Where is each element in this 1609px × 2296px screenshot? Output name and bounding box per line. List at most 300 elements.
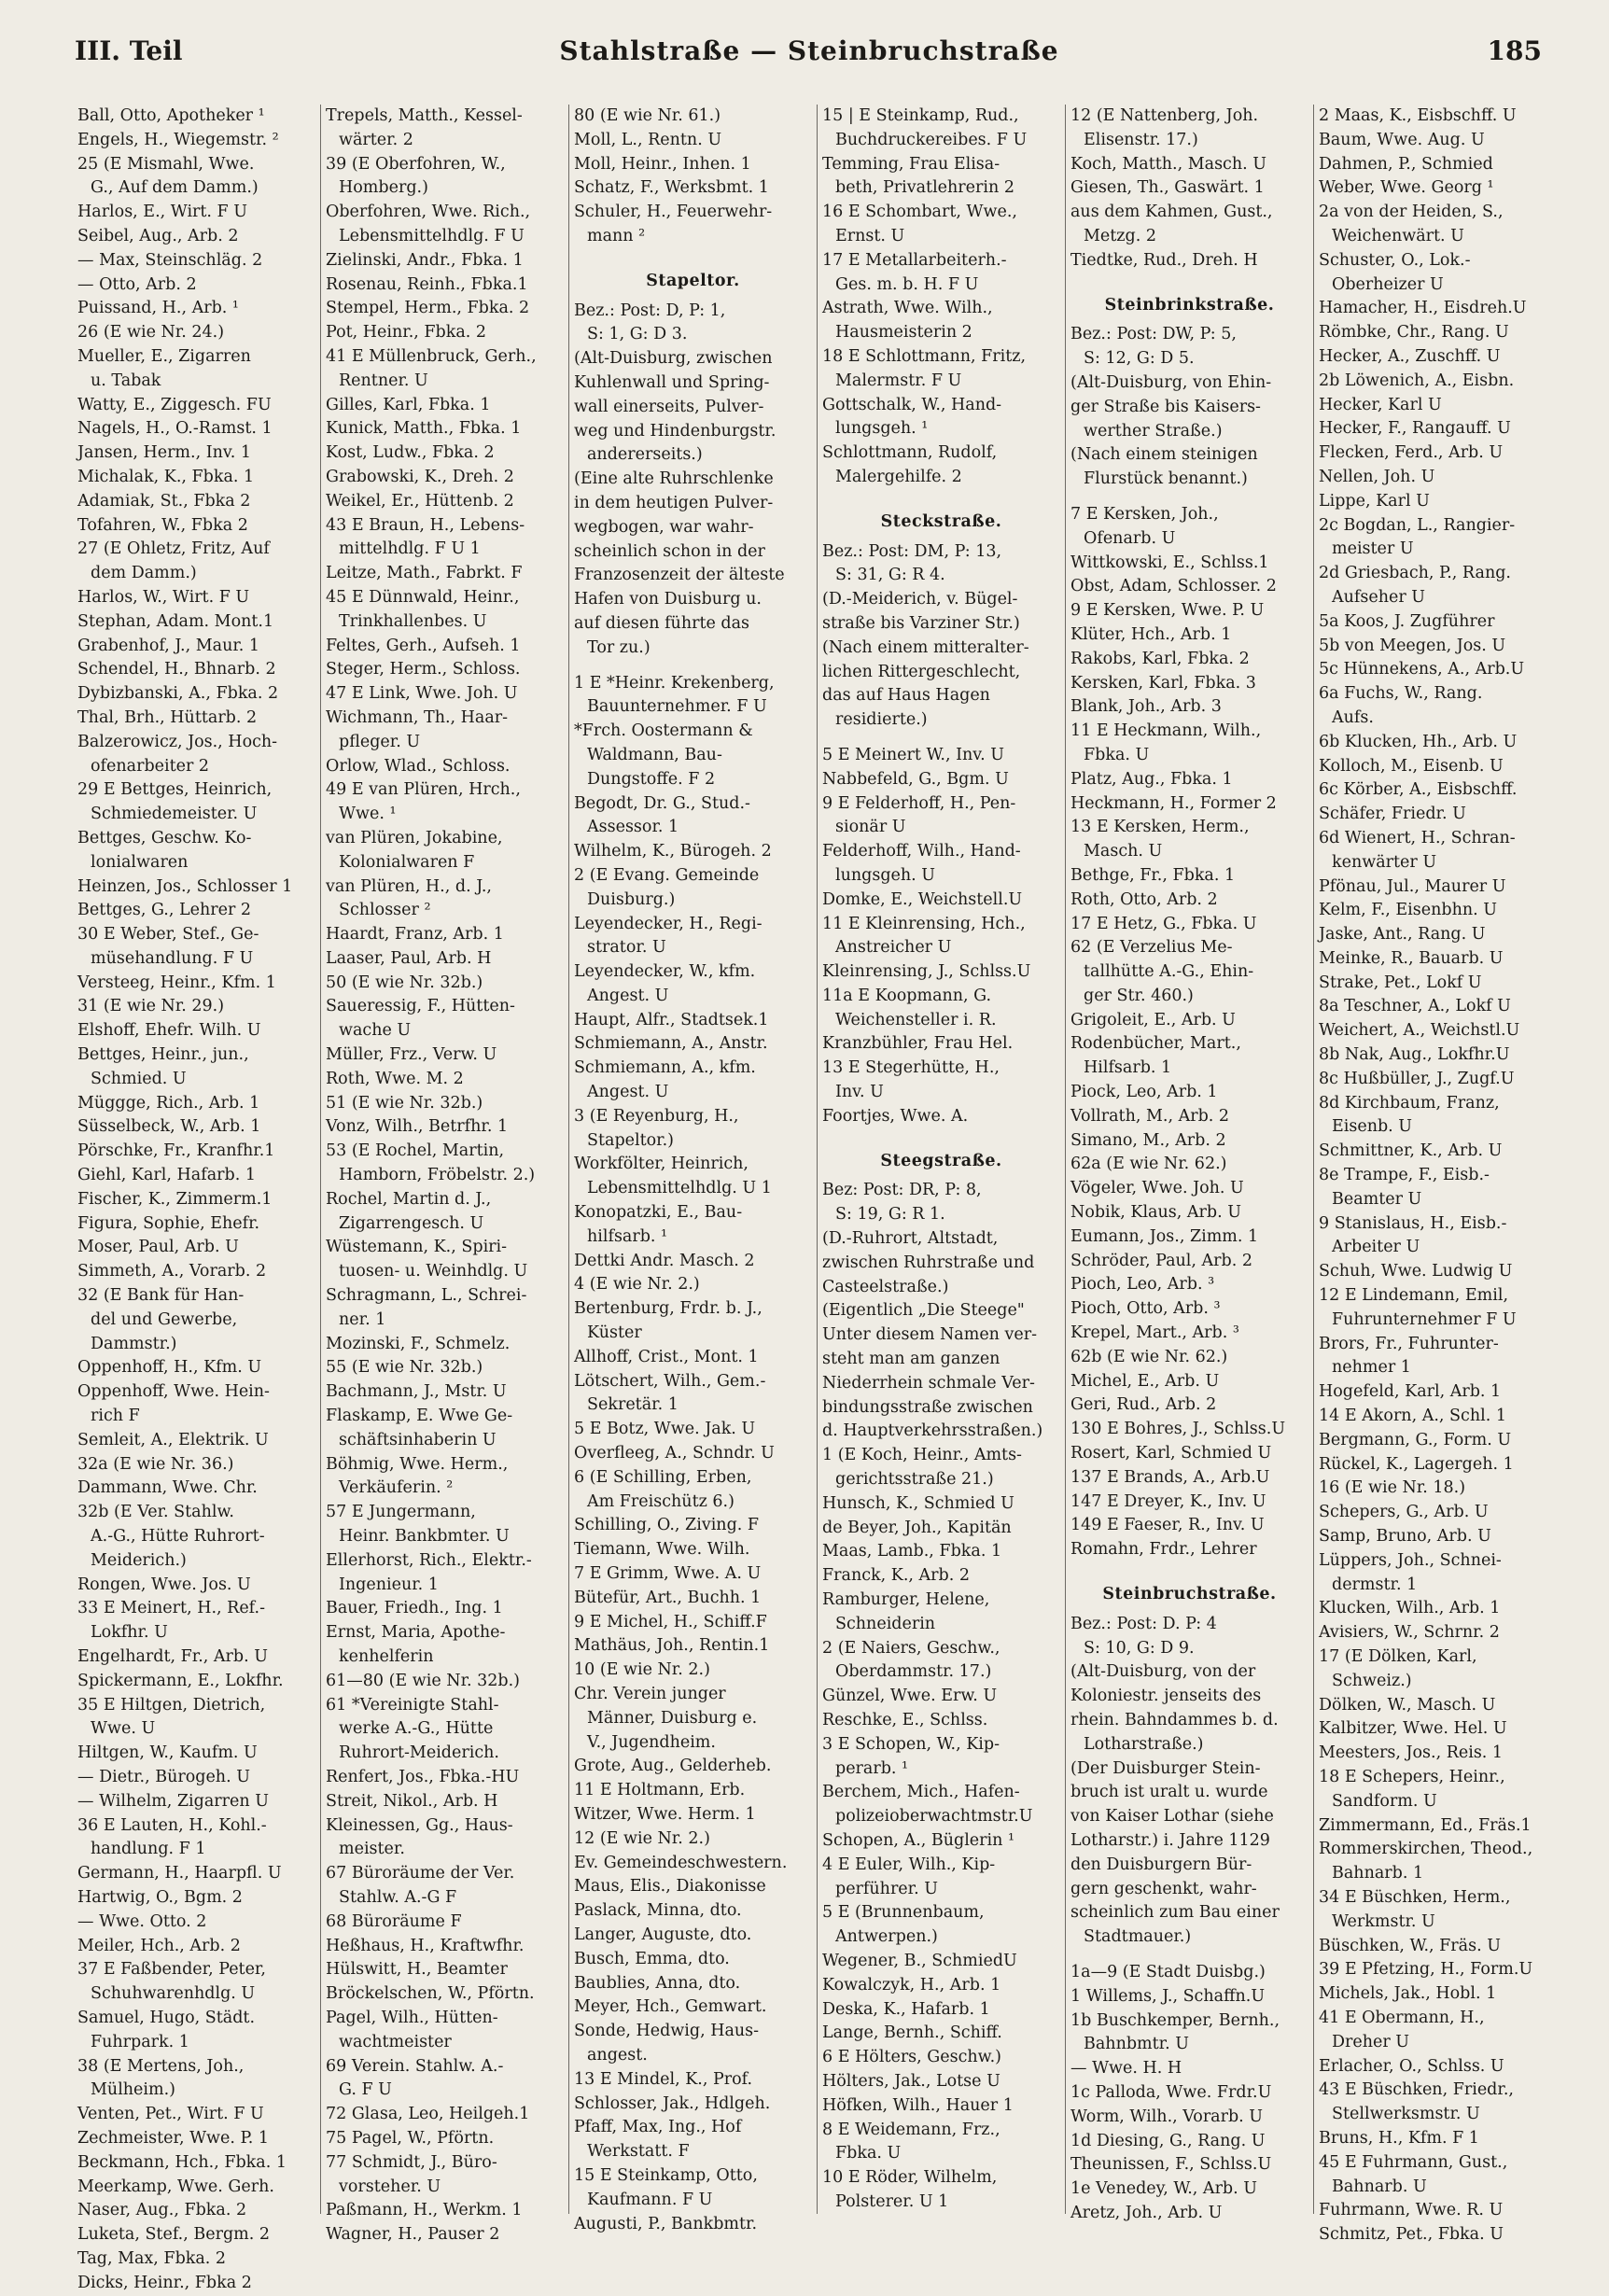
directory-line: Konopatzki, E., Bau-: [574, 1203, 743, 1223]
directory-line: Schatz, F., Werksbmt. 1: [574, 178, 769, 198]
directory-line: 43 E Büschken, Friedr.,: [1319, 2080, 1514, 2100]
directory-line: Vögeler, Wwe. Joh. U: [1070, 1179, 1244, 1198]
directory-line: van Plüren, H., d. J.,: [326, 876, 492, 896]
directory-line: Begodt, Dr. G., Stud.-: [574, 793, 750, 813]
directory-line: Harlos, E., Wirt. F U: [77, 203, 248, 222]
directory-line: Hamborn, Fröbelstr. 2.): [339, 1166, 536, 1185]
directory-line: Bertenburg, Frdr. b. J.,: [574, 1299, 763, 1319]
directory-line: Kunick, Matth., Fbka. 1: [326, 419, 522, 439]
directory-line: 8d Kirchbaum, Franz,: [1319, 1093, 1500, 1113]
directory-line: — Otto, Arb. 2: [77, 274, 197, 294]
directory-line: meister.: [339, 1840, 405, 1859]
directory-line: perarb. ¹: [835, 1758, 909, 1778]
directory-line: 147 E Dreyer, K., Inv. U: [1070, 1491, 1266, 1511]
directory-line: Moll, L., Rentn. U: [574, 130, 722, 149]
directory-line: Kolonialwaren F: [339, 852, 475, 872]
directory-line: 75 Pagel, W., Pförtn.: [326, 2128, 495, 2148]
directory-line: Leyendecker, H., Regi-: [574, 914, 763, 933]
directory-line: Maus, Elis., Diakonisse: [574, 1877, 766, 1897]
directory-line: Oberheizer U: [1332, 274, 1444, 294]
directory-line: Kaufmann. F U: [587, 2190, 713, 2209]
directory-line: 15 | E Steinkamp, Rud.,: [822, 106, 1019, 125]
directory-line: polizeioberwachtmstr.U: [835, 1807, 1033, 1827]
directory-line: Hecker, F., Rangauff. U: [1319, 419, 1511, 439]
directory-line: Avisiers, W., Schrnr. 2: [1319, 1623, 1500, 1643]
directory-line: 2a von der Heiden, S.,: [1319, 203, 1504, 222]
directory-line: Stempel, Herm., Fbka. 2: [326, 299, 530, 318]
directory-line: Kleinessen, Gg., Haus-: [326, 1815, 513, 1835]
column-3: [569, 105, 818, 2233]
directory-line: 32a (E wie Nr. 36.): [77, 1454, 234, 1474]
directory-line: 11 E Heckmann, Wilh.,: [1070, 721, 1262, 741]
directory-line: den Duisburgern Bür-: [1070, 1855, 1252, 1874]
directory-line: Hölters, Jak., Lotse U: [822, 2071, 1000, 2091]
directory-line: Giesen, Th., Gaswärt. 1: [1070, 178, 1265, 198]
directory-line: Koch, Matth., Masch. U: [1070, 154, 1266, 174]
directory-line: Weichenwärt. U: [1332, 226, 1464, 245]
page-header: [67, 26, 1551, 84]
directory-line: Eisenb. U: [1332, 1117, 1413, 1137]
directory-line: 29 E Bettges, Heinrich,: [77, 780, 273, 800]
directory-line: lichen Rittergeschlecht,: [822, 662, 1021, 681]
directory-line: werther Straße.): [1084, 421, 1223, 441]
directory-line: Elisenstr. 17.): [1084, 130, 1198, 149]
directory-line: 2 Maas, K., Eisbschff. U: [1319, 106, 1517, 125]
directory-line: Beamter U: [1332, 1189, 1422, 1209]
directory-line: (Nach einem mitteralter-: [822, 637, 1029, 657]
directory-line: 26 (E wie Nr. 24.): [77, 323, 225, 343]
directory-line: Simano, M., Arb. 2: [1070, 1130, 1226, 1150]
directory-line: ner. 1: [339, 1309, 386, 1329]
directory-line: Männer, Duisburg e.: [587, 1708, 758, 1728]
directory-line: Harlos, W., Wirt. F U: [77, 587, 250, 607]
directory-line: Streit, Nikol., Arb. H: [326, 1791, 498, 1811]
directory-line: Werkstatt. F: [587, 2142, 690, 2162]
directory-line: 8c Hußbüller, J., Zugf.U: [1319, 1069, 1515, 1088]
directory-line: 45 E Dünnwald, Heinr.,: [326, 587, 520, 607]
directory-line: u. Tabak: [91, 371, 161, 390]
street-heading: Stapeltor.: [646, 271, 740, 290]
directory-line: sionär U: [835, 818, 906, 837]
directory-line: 130 E Bohres, J., Schlss.U: [1070, 1420, 1286, 1439]
directory-line: Anstreicher U: [835, 938, 952, 958]
directory-line: Stapeltor.): [587, 1130, 675, 1150]
directory-line: 80 (E wie Nr. 61.): [574, 106, 721, 125]
directory-line: scheinlich schon in der: [574, 541, 765, 561]
directory-line: hilfsarb. ¹: [587, 1226, 668, 1246]
directory-line: Paslack, Minna, dto.: [574, 1901, 742, 1921]
directory-line: Am Freischütz 6.): [587, 1491, 735, 1511]
directory-line: Bröckelschen, W., Pförtn.: [326, 1984, 535, 2004]
directory-line: Piock, Leo, Arb. 1: [1070, 1083, 1218, 1102]
running-title: Stahlstraße — Steinbruchstraße: [559, 35, 1059, 66]
directory-line: 43 E Braun, H., Lebens-: [326, 515, 525, 535]
directory-line: Overfleeg, A., Schndr. U: [574, 1444, 775, 1463]
directory-line: Dölken, W., Masch. U: [1319, 1695, 1496, 1715]
directory-line: steht man am ganzen: [822, 1350, 1000, 1369]
directory-line: Leitze, Math., Fabrkt. F: [326, 564, 523, 583]
directory-line: Müller, Frz., Verw. U: [326, 1045, 497, 1065]
directory-line: Bergmann, G., Form. U: [1319, 1430, 1512, 1449]
directory-line: S: 1, G: D 3.: [587, 325, 688, 344]
directory-line: Reschke, E., Schlss.: [822, 1711, 988, 1729]
directory-line: Süsselbeck, W., Arb. 1: [77, 1117, 261, 1137]
directory-line: wall einerseits, Pulver-: [574, 397, 764, 416]
directory-line: 12 (E Nattenberg, Joh.: [1070, 106, 1259, 125]
directory-line: Weber, Wwe. Georg ¹: [1319, 178, 1494, 198]
directory-line: Bahnarb. 1: [1332, 1864, 1424, 1883]
directory-line: Sekretär. 1: [587, 1395, 679, 1415]
directory-line: Schendel, H., Bhnarb. 2: [77, 660, 276, 679]
directory-line: Orlow, Wlad., Schloss.: [326, 756, 511, 776]
directory-line: Rückel, K., Lagergeh. 1: [1319, 1454, 1514, 1474]
directory-line: Tag, Max, Fbka. 2: [77, 2248, 227, 2268]
directory-line: 27 (E Ohletz, Fritz, Auf: [77, 539, 270, 559]
directory-line: Saueressig, F., Hütten-: [326, 997, 515, 1016]
directory-line: Lüppers, Joh., Schnei-: [1319, 1550, 1502, 1570]
directory-line: 53 (E Rochel, Martin,: [326, 1141, 505, 1161]
directory-line: bindungsstraße zwischen: [822, 1397, 1033, 1417]
directory-line: 6a Fuchs, W., Rang.: [1319, 684, 1483, 704]
directory-line: Tor zu.): [587, 637, 651, 657]
directory-line: Tofahren, W., Fbka 2: [77, 515, 248, 535]
directory-line: 13 E Mindel, K., Prof.: [574, 2069, 753, 2089]
directory-line: (Eigentlich „Die Steege": [822, 1301, 1025, 1321]
directory-line: 32b (E Ver. Stahlw.: [77, 1503, 234, 1522]
directory-line: 41 E Müllenbruck, Gerh.,: [326, 346, 537, 366]
directory-line: 10 E Röder, Wilhelm,: [822, 2168, 998, 2188]
directory-line: Lötschert, Wilh., Gem.-: [574, 1371, 766, 1391]
directory-line: Ramburger, Helene,: [822, 1590, 990, 1610]
directory-line: Assessor. 1: [587, 818, 679, 837]
directory-line: Figura, Sophie, Ehefr.: [77, 1213, 260, 1233]
directory-line: Schepers, G., Arb. U: [1319, 1503, 1489, 1522]
directory-line: Baublies, Anna, dto.: [574, 1973, 741, 1993]
directory-line: 68 Büroräume F: [326, 1911, 462, 1931]
directory-line: Geri, Rud., Arb. 2: [1070, 1395, 1217, 1415]
directory-line: Dybizbanski, A., Fbka. 2: [77, 684, 279, 704]
directory-line: kenhelferin: [339, 1647, 434, 1666]
directory-line: 31 (E wie Nr. 29.): [77, 997, 225, 1016]
directory-line: andererseits.): [587, 445, 703, 465]
directory-line: Flurstück benannt.): [1084, 469, 1248, 489]
directory-line: tuosen- u. Weinhdlg. U: [339, 1262, 528, 1281]
directory-line: Heinr. Bankbmter. U: [339, 1527, 510, 1547]
directory-line: Aufseher U: [1332, 587, 1426, 607]
directory-line: *Frch. Oostermann &: [574, 721, 753, 741]
directory-line: Lange, Bernh., Schiff.: [822, 2023, 1002, 2043]
directory-line: Dicks, Heinr., Fbka 2: [77, 2273, 252, 2292]
directory-line: Hausmeisterin 2: [835, 323, 972, 343]
directory-line: Fbka. U: [1084, 745, 1150, 764]
directory-line: Büschken, W., Fräs. U: [1319, 1936, 1501, 1955]
directory-line: 6 (E Schilling, Erben,: [574, 1467, 752, 1487]
directory-line: 5c Hünnekens, A., Arb.U: [1319, 660, 1525, 679]
directory-line: beth, Privatlehrerin 2: [835, 178, 1014, 198]
directory-line: Bahnbmtr. U: [1084, 2035, 1189, 2054]
directory-line: Schmied. U: [91, 1069, 187, 1088]
directory-line: Giehl, Karl, Hafarb. 1: [77, 1166, 256, 1185]
directory-line: Kost, Ludw., Fbka. 2: [326, 443, 495, 463]
directory-line: Naser, Aug., Fbka. 2: [77, 2201, 247, 2220]
directory-line: Rochel, Martin d. J.,: [326, 1189, 492, 1209]
directory-line: Stephan, Adam. Mont.1: [77, 611, 274, 631]
directory-line: 14 E Akorn, A., Schl. 1: [1319, 1407, 1506, 1426]
directory-line: Höfken, Wilh., Hauer 1: [822, 2095, 1014, 2115]
directory-line: 8e Trampe, F., Eisb.-: [1319, 1166, 1490, 1185]
directory-line: Foortjes, Wwe. A.: [822, 1106, 969, 1126]
directory-line: Renfert, Jos., Fbka.-HU: [326, 1767, 520, 1786]
directory-line: Jaske, Ant., Rang. U: [1319, 925, 1486, 945]
directory-line: 37 E Faßbender, Peter,: [77, 1960, 266, 1980]
directory-line: Buchdruckereibes. F U: [835, 130, 1028, 149]
directory-line: Fischer, K., Zimmerm.1: [77, 1189, 273, 1209]
directory-line: 149 E Faeser, R., Inv. U: [1070, 1516, 1265, 1535]
directory-line: 12 E Lindemann, Emil,: [1319, 1286, 1509, 1306]
directory-line: Pörschke, Fr., Kranfhr.1: [77, 1141, 275, 1161]
directory-line: werke A.-G., Hütte: [339, 1719, 494, 1739]
directory-line: 12 (E wie Nr. 2.): [574, 1828, 710, 1848]
directory-line: Pioch, Leo, Arb. ³: [1070, 1275, 1215, 1295]
directory-line: Bauer, Friedh., Ing. 1: [326, 1599, 503, 1618]
directory-line: Elshoff, Ehefr. Wilh. U: [77, 1021, 261, 1041]
directory-columns: [73, 105, 1562, 2292]
directory-line: Nellen, Joh. U: [1319, 467, 1435, 486]
directory-line: 10 (E wie Nr. 2.): [574, 1660, 710, 1680]
directory-line: Balzerowicz, Jos., Hoch-: [77, 732, 278, 751]
directory-line: ger Straße bis Kaisers-: [1070, 397, 1261, 416]
directory-line: Schweiz.): [1332, 1671, 1412, 1690]
directory-line: Venten, Pet., Wirt. F U: [77, 2105, 264, 2124]
directory-line: Michel, E., Arb. U: [1070, 1371, 1220, 1391]
directory-line: del und Gewerbe,: [91, 1309, 238, 1329]
directory-line: 30 E Weber, Stef., Ge-: [77, 925, 259, 945]
directory-line: Moser, Paul, Arb. U: [77, 1238, 239, 1257]
directory-line: Angest. U: [587, 986, 669, 1005]
directory-line: 47 E Link, Wwe. Joh. U: [326, 684, 518, 704]
directory-line: 61—80 (E wie Nr. 32b.): [326, 1671, 521, 1690]
directory-line: Aufs.: [1332, 707, 1374, 727]
directory-line: Heinzen, Jos., Schlosser 1: [77, 876, 293, 896]
directory-line: Rosenau, Reinh., Fbka.1: [326, 274, 528, 294]
directory-line: Engelhardt, Fr., Arb. U: [77, 1647, 268, 1666]
directory-line: Schlottmann, Rudolf,: [822, 443, 998, 463]
directory-line: Dahmen, P., Schmied: [1319, 154, 1493, 174]
directory-line: Hecker, Karl U: [1319, 395, 1442, 414]
directory-line: Mülheim.): [91, 2080, 175, 2100]
directory-line: Bauunternehmer. F U: [587, 697, 767, 717]
directory-line: Chr. Verein junger: [574, 1685, 726, 1703]
directory-line: 1e Venedey, W., Arb. U: [1070, 2179, 1258, 2199]
directory-line: Lebensmittelhdlg. F U: [339, 226, 525, 245]
directory-line: Thal, Brh., Hüttarb. 2: [77, 707, 258, 727]
directory-line: Hecker, A., Zuschff. U: [1319, 346, 1501, 366]
directory-line: Waldmann, Bau-: [587, 745, 722, 764]
directory-line: weg und Hindenburgstr.: [574, 421, 777, 441]
directory-line: Stellwerksmstr. U: [1332, 2105, 1480, 2124]
directory-line: Meiderich.): [91, 1550, 187, 1570]
directory-line: Bethge, Fr., Fbka. 1: [1070, 865, 1236, 885]
column-2: [321, 105, 569, 2245]
directory-line: 6 E Hölters, Geschw.): [822, 2048, 1001, 2067]
directory-line: handlung. F 1: [91, 1840, 206, 1859]
directory-line: Bez.: Post: D, P: 1,: [574, 301, 726, 320]
directory-line: Franck, K., Arb. 2: [822, 1566, 970, 1586]
directory-line: Schragmann, L., Schrei-: [326, 1286, 527, 1306]
directory-line: 3 E Schopen, W., Kip-: [822, 1734, 1000, 1754]
directory-line: Weikel, Er., Hüttenb. 2: [326, 491, 514, 511]
directory-line: Oberdammstr. 17.): [835, 1662, 992, 1682]
directory-line: Niederrhein schmale Ver-: [822, 1373, 1035, 1393]
directory-line: Trepels, Matth., Kessel-: [326, 106, 523, 125]
spacer: [1070, 1562, 1308, 1574]
directory-line: Bez: Post: DR, P: 8,: [822, 1181, 982, 1200]
directory-line: Adamiak, St., Fbka 2: [77, 491, 251, 511]
directory-line: lungsgeh. U: [835, 865, 936, 885]
spacer: [1070, 492, 1308, 503]
directory-line: Flaskamp, E. Wwe Ge-: [326, 1407, 513, 1426]
directory-line: 9 Stanislaus, H., Eisb.-: [1319, 1213, 1507, 1233]
directory-line: Erlacher, O., Schlss. U: [1319, 2056, 1504, 2076]
directory-line: G., Auf dem Damm.): [91, 178, 259, 198]
directory-line: Roth, Wwe. M. 2: [326, 1069, 464, 1088]
directory-line: Weichert, A., Weichstl.U: [1319, 1021, 1520, 1041]
directory-line: Aretz, Joh., Arb. U: [1070, 2203, 1223, 2222]
directory-line: Casteelstraße.): [822, 1277, 949, 1296]
directory-line: Grigoleit, E., Arb. U: [1070, 1010, 1236, 1029]
directory-line: das auf Haus Hagen: [822, 686, 990, 706]
directory-line: Lokfhr. U: [91, 1623, 168, 1643]
directory-line: Haardt, Franz, Arb. 1: [326, 925, 504, 945]
directory-line: Schmiedemeister. U: [91, 805, 258, 824]
directory-line: 6c Körber, A., Eisbschff.: [1319, 780, 1518, 800]
directory-line: angest.: [587, 2045, 648, 2065]
directory-line: 3 (E Reyenburg, H.,: [574, 1106, 739, 1126]
directory-line: 1d Diesing, G., Rang. U: [1070, 2131, 1266, 2150]
directory-line: Lippe, Karl U: [1319, 491, 1430, 511]
directory-line: Luketa, Stef., Bergm. 2: [77, 2225, 271, 2245]
directory-line: dermstr. 1: [1332, 1575, 1418, 1594]
directory-line: Zielinski, Andr., Fbka. 1: [326, 250, 524, 270]
directory-line: Leyendecker, W., kfm.: [574, 962, 756, 982]
directory-line: Felderhoff, Wilh., Hand-: [822, 842, 1021, 861]
directory-line: Ofenarb. U: [1084, 528, 1176, 548]
directory-line: Rakobs, Karl, Fbka. 2: [1070, 649, 1250, 668]
directory-line: Grabowski, K., Dreh. 2: [326, 467, 514, 486]
directory-line: 2b Löwenich, A., Eisbn.: [1319, 371, 1515, 390]
directory-line: Pfaff, Max, Ing., Hof: [574, 2118, 742, 2137]
directory-line: ger Str. 460.): [1084, 986, 1194, 1005]
directory-line: Strake, Pet., Lokf U: [1319, 973, 1482, 992]
directory-line: lonialwaren: [91, 852, 189, 872]
directory-line: Schlosser, Jak., Hdlgeh.: [574, 2093, 771, 2113]
directory-line: Bachmann, J., Mstr. U: [326, 1382, 507, 1402]
directory-line: Malermstr. F U: [835, 371, 962, 390]
directory-line: wachtmeister: [339, 2032, 452, 2051]
spacer: [822, 490, 1060, 501]
directory-line: Hunsch, K., Schmied U: [822, 1493, 1014, 1513]
directory-line: 16 (E wie Nr. 18.): [1319, 1478, 1466, 1498]
directory-line: Schuh, Wwe. Ludwig U: [1319, 1262, 1513, 1281]
directory-line: 39 (E Oberfohren, W.,: [326, 154, 506, 174]
directory-line: Ges. m. b. H. F U: [835, 274, 979, 294]
directory-line: Witzer, Wwe. Herm. 1: [574, 1804, 756, 1824]
directory-line: gern geschenkt, wahr-: [1070, 1879, 1257, 1898]
directory-line: Schmittner, K., Arb. U: [1319, 1141, 1503, 1161]
directory-line: Fuhrmann, Wwe. R. U: [1319, 2201, 1504, 2220]
directory-line: 55 (E wie Nr. 32b.): [326, 1358, 483, 1378]
directory-line: Lebensmittelhdlg. U 1: [587, 1179, 772, 1198]
directory-line: Jansen, Herm., Inv. 1: [77, 443, 251, 463]
directory-line: Lotharstr.) i. Jahre 1129: [1070, 1830, 1270, 1850]
directory-line: nehmer 1: [1332, 1358, 1411, 1378]
directory-line: tallhütte A.-G., Ehin-: [1084, 962, 1254, 982]
spacer: [574, 661, 812, 672]
directory-line: 5 E Meinert W., Inv. U: [822, 745, 1004, 764]
directory-line: Domke, E., Weichstell.U: [822, 889, 1023, 909]
directory-line: Wüstemann, K., Spiri-: [326, 1238, 508, 1257]
directory-line: Vonz, Wilh., Betrfhr. 1: [326, 1117, 509, 1137]
street-heading: Steegstraße.: [880, 1151, 1002, 1170]
directory-line: S: 12, G: D 5.: [1084, 349, 1195, 369]
directory-line: Duisburg.): [587, 889, 676, 909]
directory-line: 38 (E Mertens, Joh.,: [77, 2056, 245, 2076]
directory-line: müsehandlung. F U: [91, 948, 254, 968]
directory-line: Augusti, P., Bankbmtr.: [574, 2214, 758, 2233]
directory-line: Obst, Adam, Schlosser. 2: [1070, 577, 1277, 596]
directory-line: 1 (E Koch, Heinr., Amts-: [822, 1446, 1022, 1465]
directory-line: Fuhrunternehmer F U: [1332, 1309, 1517, 1329]
directory-line: S: 19, G: R 1.: [835, 1205, 945, 1225]
directory-line: 16 E Schombart, Wwe.,: [822, 203, 1017, 222]
directory-line: 2c Bogdan, L., Rangier-: [1319, 515, 1516, 535]
directory-line: (Alt-Duisburg, von der: [1070, 1662, 1256, 1682]
directory-line: meister U: [1332, 539, 1414, 559]
directory-line: Hiltgen, W., Kaufm. U: [77, 1743, 258, 1763]
directory-line: Meinke, R., Bauarb. U: [1319, 948, 1504, 968]
directory-line: 61 *Vereinigte Stahl-: [326, 1695, 499, 1715]
directory-line: Schilling, O., Ziving. F: [574, 1516, 760, 1535]
directory-line: Wichmann, Th., Haar-: [326, 707, 509, 727]
directory-line: Angest. U: [587, 1083, 669, 1102]
directory-line: Klucken, Wilh., Arb. 1: [1319, 1599, 1501, 1618]
directory-line: Meyer, Hch., Gemwart.: [574, 1997, 767, 2017]
directory-line: Bahnarb. U: [1332, 2177, 1427, 2196]
directory-line: Blank, Joh., Arb. 3: [1070, 697, 1222, 717]
directory-line: Verkäuferin. ²: [339, 1478, 454, 1498]
directory-line: (Nach einem steinigen: [1070, 445, 1258, 465]
directory-line: Astrath, Wwe. Wilh.,: [822, 299, 993, 318]
spacer: [1070, 1950, 1308, 1961]
directory-line: Küster: [587, 1323, 642, 1343]
directory-line: kenwärter U: [1332, 852, 1437, 872]
directory-line: Polsterer. U 1: [835, 2191, 949, 2211]
directory-line: 49 E van Plüren, Hrch.,: [326, 780, 521, 800]
directory-line: 7 E Grimm, Wwe. A. U: [574, 1564, 762, 1584]
directory-line: Watty, E., Ziggesch. FU: [77, 395, 272, 414]
directory-line: ofenarbeiter 2: [91, 756, 210, 776]
directory-line: Rentner. U: [339, 371, 428, 390]
directory-line: Rosert, Karl, Schmied U: [1070, 1444, 1272, 1463]
directory-line: (Eine alte Ruhrschlenke: [574, 469, 774, 489]
directory-line: Roth, Otto, Arb. 2: [1070, 889, 1218, 909]
directory-line: 25 (E Mismahl, Wwe.: [77, 154, 255, 174]
directory-line: 50 (E wie Nr. 32b.): [326, 973, 483, 992]
directory-line: Ernst. U: [835, 226, 905, 245]
directory-line: Schneiderin: [835, 1614, 936, 1633]
directory-line: Deska, K., Hafarb. 1: [822, 1999, 990, 2019]
directory-line: Schmitz, Pet., Fbka. U: [1319, 2225, 1504, 2245]
